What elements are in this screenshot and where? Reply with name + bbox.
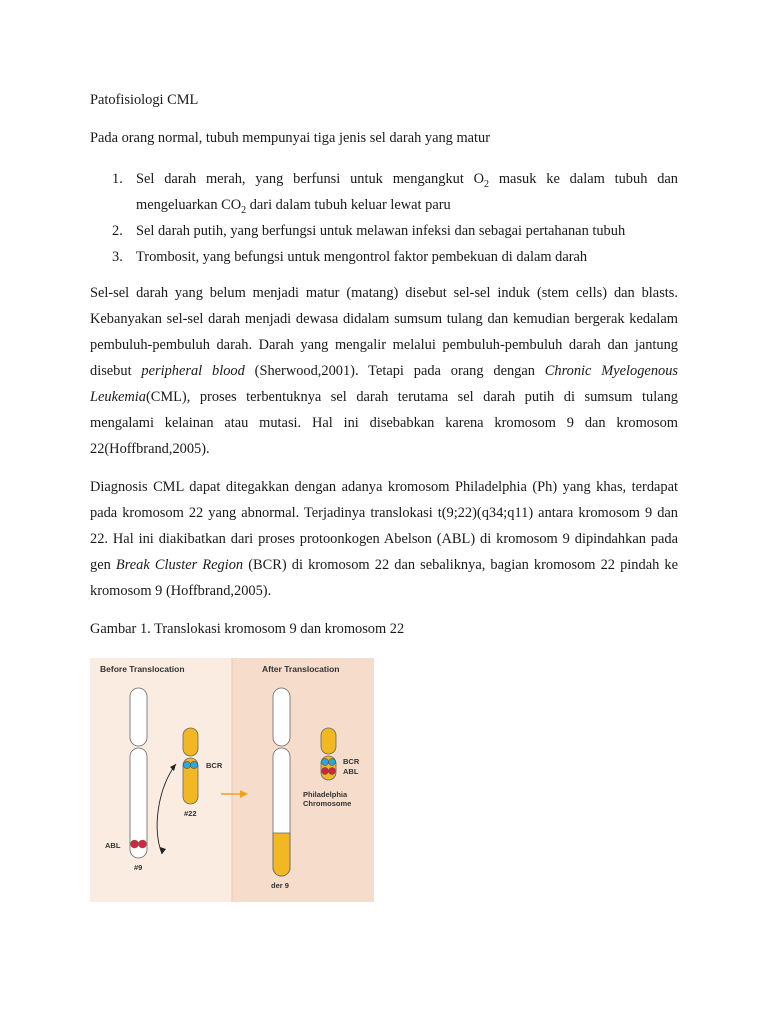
bcr-gene-dot xyxy=(190,761,197,768)
after-panel-bg xyxy=(232,658,374,902)
philadelphia-label-line2: Chromosome xyxy=(303,799,352,808)
bcr-gene-dot xyxy=(322,759,329,766)
translocation-diagram xyxy=(90,658,374,902)
text-run: (CML), proses terbentuknya sel darah terutama sel darah putih di sumsum tulang mengalami kelainan atau mutasi. Hal ini disebabkan karena kromosom 9 dan kromosom 22(Hoffbrand,2005). xyxy=(90,389,678,457)
figure-caption: Gambar 1. Translokasi kromosom 9 dan kromosom 22 xyxy=(90,621,405,637)
subscript: 2 xyxy=(484,178,490,190)
bcr-gene-dot xyxy=(183,761,190,768)
list-text-part: masuk ke dalam tubuh dan mengeluarkan CO xyxy=(136,171,678,213)
abl-gene-dot xyxy=(329,768,336,775)
before-panel-bg xyxy=(90,658,232,902)
list-text: Trombosit, yang befungsi untuk mengontrol faktor pembekuan di dalam darah xyxy=(136,249,588,265)
list-item xyxy=(90,244,678,270)
paragraph-diagnosis xyxy=(90,474,678,604)
italic-term: peripheral blood xyxy=(141,363,245,379)
abl-label: ABL xyxy=(105,841,121,850)
chromosome-22 xyxy=(183,728,198,804)
chr22-label: #22 xyxy=(184,809,197,818)
list-number: 3. xyxy=(112,249,123,265)
list-number: 2. xyxy=(112,223,123,239)
list-text-part: dari dalam tubuh keluar lewat paru xyxy=(246,197,451,213)
bcr-label: BCR xyxy=(206,761,223,770)
der9-translocated-segment xyxy=(273,833,290,876)
bcr-gene-dot xyxy=(329,759,336,766)
text-run: Sel-sel darah yang belum menjadi matur (matang) disebut sel-sel induk (stem cells) dan blasts. Kebanyakan sel-sel darah menjadi dewasa didalam sumsum tulang dan kemudian bergerak kedalam pembuluh-pembuluh darah. Darah yang mengalir melalui pembuluh-pembuluh darah dan jantung disebut xyxy=(90,285,678,379)
abl-gene-dot xyxy=(139,840,147,848)
blood-cell-list xyxy=(90,166,678,270)
after-title: After Translocation xyxy=(262,664,340,674)
before-title: Before Translocation xyxy=(100,664,185,674)
bcr-label-after: BCR xyxy=(343,757,360,766)
document-title: Patofisiologi CML xyxy=(90,92,199,108)
der9-label: der 9 xyxy=(271,881,289,890)
paragraph-stem-cells xyxy=(90,280,678,462)
chromosome-9 xyxy=(130,688,147,858)
list-text-part: Sel darah merah, yang berfunsi untuk mengangkut O xyxy=(136,171,485,187)
abl-gene-dot xyxy=(322,768,329,775)
italic-term: Chronic Myelogenous Leukemia xyxy=(90,363,679,405)
intro-sentence: Pada orang normal, tubuh mempunyai tiga jenis sel darah yang matur xyxy=(90,130,491,146)
italic-term: Break Cluster Region xyxy=(115,557,244,573)
abl-gene-dot xyxy=(131,840,139,848)
list-number: 1. xyxy=(112,171,123,187)
list-item xyxy=(90,218,678,244)
abl-label-after: ABL xyxy=(343,767,359,776)
text-run: (BCR) di kromosom 22 dan sebaliknya, bagian kromosom 22 pindah ke kromosom 9 (Hoffbrand,2005). xyxy=(90,557,678,599)
text-run: (Sherwood,2001). Tetapi pada orang dengan xyxy=(244,363,545,379)
der9-chromosome xyxy=(273,688,290,876)
subscript: 2 xyxy=(241,204,247,216)
list-item xyxy=(90,166,678,218)
philadelphia-label-line1: Philadelphia xyxy=(303,790,348,799)
text-run: Diagnosis CML dapat ditegakkan dengan adanya kromosom Philadelphia (Ph) yang khas, terdapat pada kromosom 22 yang abnormal. Terjadinya translokasi t(9;22)(q34;q11) antara kromosom 9 dan 22. Hal ini diakibatkan dari proses protoonkogen Abelson (ABL) di kromosom 9 dipindahkan pada gen xyxy=(90,479,678,573)
translocation-figure xyxy=(90,658,374,902)
chr9-label: #9 xyxy=(134,863,143,872)
list-text: Sel darah putih, yang berfungsi untuk melawan infeksi dan sebagai pertahanan tubuh xyxy=(136,223,626,239)
